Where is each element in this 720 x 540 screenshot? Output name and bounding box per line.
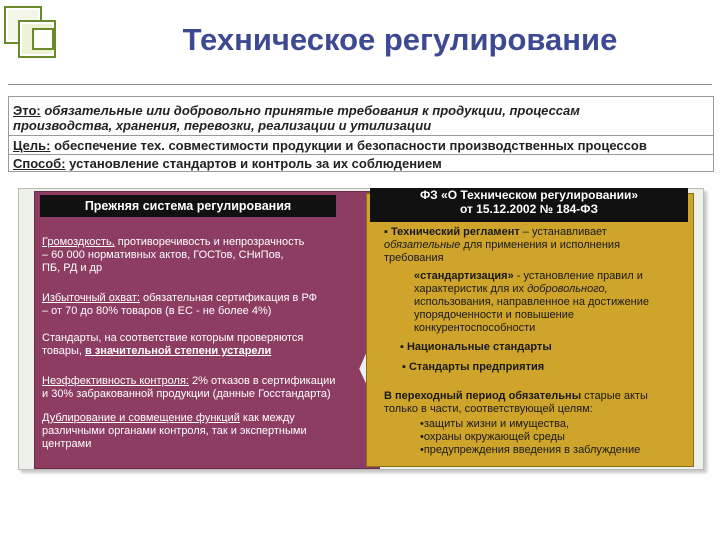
definition-goal-text: обеспечение тех. совместимости продукции и безопасности производственных процессов bbox=[50, 138, 647, 153]
left-point-2-key: Избыточный охват: bbox=[42, 292, 140, 304]
new-law-banner bbox=[370, 188, 688, 222]
right-transition-text: старые акты bbox=[581, 390, 648, 402]
right-bullet-regulation bbox=[384, 226, 620, 265]
right-bullet-national-text: ▪ Национальные стандарты bbox=[400, 341, 552, 353]
right-bullet-regulation-line2: для применения и исполнения bbox=[460, 239, 621, 251]
old-system-banner: Прежняя система регулирования bbox=[40, 195, 336, 217]
left-point-2-text: обязательная сертификация в РФ bbox=[139, 292, 318, 304]
definitions-separator-2 bbox=[9, 154, 713, 155]
definition-goal-key: Цель: bbox=[13, 138, 51, 153]
left-point-5 bbox=[42, 412, 307, 451]
right-standardization bbox=[414, 270, 649, 335]
definition-what-line2 bbox=[13, 118, 431, 133]
left-point-2-line2: – от 70 до 80% товаров (в ЕС - не более 4%) bbox=[42, 305, 272, 317]
right-standardization-line2a: характеристик для их bbox=[414, 283, 528, 295]
left-point-4 bbox=[42, 375, 335, 401]
right-bullet-regulation-key: ▪ Технический регламент bbox=[384, 226, 520, 238]
definition-method-key: Способ: bbox=[13, 156, 66, 171]
definition-what-text: обязательные или добровольно принятые требования к продукции, процессам bbox=[40, 103, 580, 118]
definition-what-key: Это: bbox=[13, 103, 41, 118]
new-law-banner-line1: ФЗ «О Техническом регулировании» bbox=[419, 188, 639, 202]
right-transition bbox=[384, 390, 648, 416]
definitions-box bbox=[8, 96, 714, 172]
logo-icon bbox=[4, 6, 68, 70]
right-bullet-regulation-text: – устанавливает bbox=[519, 226, 607, 238]
right-goal-item: •охраны окружающей среды bbox=[420, 431, 565, 443]
right-bullet-enterprise-text: ▪ Стандарты предприятия bbox=[402, 361, 545, 373]
left-point-3-line2b: в значительной степени устарели bbox=[85, 345, 272, 357]
definition-what bbox=[13, 103, 580, 118]
right-transition-key: В переходный период обязательны bbox=[384, 390, 582, 402]
right-goal-item: •защиты жизни и имущества, bbox=[420, 418, 570, 430]
definition-method-text: установление стандартов и контроль за их соблюдением bbox=[65, 156, 442, 171]
definitions-separator bbox=[9, 135, 713, 136]
right-transition-line2: только в части, соответствующей целям: bbox=[384, 403, 593, 415]
left-point-1-line2: – 60 000 нормативных актов, ГОСТов, СНиПов, bbox=[42, 249, 284, 261]
left-point-4-line2: и 30% забракованной продукции (данные Госстандарта) bbox=[42, 388, 331, 400]
right-standardization-line4: упорядоченности и повышение bbox=[414, 309, 574, 321]
right-standardization-line5: конкурентоспособности bbox=[414, 322, 536, 334]
new-law-banner-line2: от 15.12.2002 № 184-ФЗ bbox=[459, 202, 599, 216]
definition-method bbox=[13, 156, 442, 171]
left-point-3 bbox=[42, 332, 303, 358]
right-standardization-text: - установление правил и bbox=[513, 270, 643, 282]
left-point-1 bbox=[42, 236, 304, 275]
left-point-5-line2: различными органами контроля, так и экспертными bbox=[42, 425, 307, 437]
logo-square-inner bbox=[32, 28, 54, 50]
definition-what-text2: производства, хранения, перевозки, реализации и утилизации bbox=[13, 118, 432, 133]
left-point-5-text: как между bbox=[239, 412, 295, 424]
left-point-5-key: Дублирование и совмещение функций bbox=[42, 412, 240, 424]
right-standardization-key: «стандартизация» bbox=[414, 270, 514, 282]
left-point-2 bbox=[42, 292, 317, 318]
right-standardization-line3: использования, направленное на достижение bbox=[414, 296, 650, 308]
title-divider bbox=[8, 84, 712, 85]
slide-title: Техническое регулирование bbox=[182, 22, 618, 57]
left-point-1-text: противоречивость и непрозрачность bbox=[114, 236, 305, 248]
right-goals-list bbox=[420, 418, 640, 457]
right-bullet-regulation-line3: требования bbox=[384, 252, 444, 264]
left-point-1-line3: ПБ, РД и др bbox=[42, 262, 103, 274]
left-point-5-line3: центрами bbox=[42, 438, 92, 450]
left-point-4-key: Неэффективность контроля: bbox=[42, 375, 189, 387]
left-point-4-text: 2% отказов в сертификации bbox=[188, 375, 336, 387]
right-bullet-national bbox=[400, 341, 552, 354]
left-point-3-line1: Стандарты, на соответствие которым проверяются bbox=[42, 332, 304, 344]
right-standardization-line2-italic: добровольного, bbox=[527, 283, 608, 295]
right-bullet-regulation-italic: обязательные bbox=[384, 239, 461, 251]
right-goal-item: •предупреждения введения в заблуждение bbox=[420, 444, 641, 456]
definition-goal bbox=[13, 138, 647, 153]
left-point-3-line2a: товары, bbox=[42, 345, 86, 357]
left-point-1-key: Громоздкость, bbox=[42, 236, 115, 248]
right-bullet-enterprise bbox=[402, 361, 544, 374]
